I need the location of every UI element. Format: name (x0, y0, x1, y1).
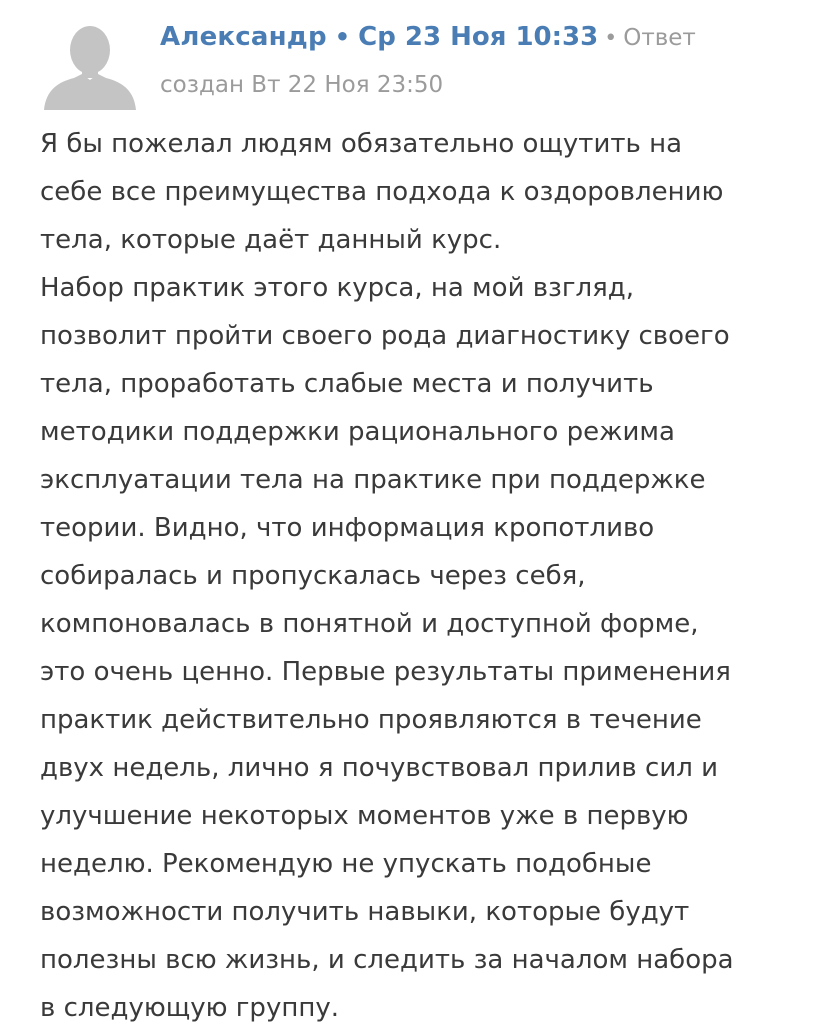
comment-header (160, 22, 696, 58)
comment-body-line: Я бы пожелал людям обязательно ощутить на (40, 129, 683, 159)
created-date: создан Вт 22 Ноя 23:50 (160, 72, 444, 98)
avatar[interactable] (44, 18, 136, 110)
comment-body-line: двух недель, лично я почувствовал прилив сил и (40, 753, 718, 783)
comment-body-line: тела, проработать слабые места и получить (40, 369, 654, 399)
comment-body-line: неделю. Рекомендую не упускать подобные (40, 849, 652, 879)
author-name[interactable]: Александр (160, 22, 327, 52)
comment-body-line: собиралась и пропускалась через себя, (40, 561, 586, 591)
default-user-avatar-icon (44, 18, 136, 110)
comment-body-line: практик действительно проявляются в течение (40, 705, 702, 735)
comment-body-line: Набор практик этого курса, на мой взгляд, (40, 273, 635, 303)
comment-body-line: тела, которые даёт данный курс. (40, 225, 502, 255)
comment-body-line: в следующую группу. (40, 993, 339, 1023)
separator-dot: • (604, 26, 618, 51)
comment-body (40, 120, 810, 1032)
comment-body-line: компоновалась в понятной и доступной форме, (40, 609, 699, 639)
comment-body-line: теории. Видно, что информация кропотливо (40, 513, 655, 543)
comment-body-line: методики поддержки рационального режима (40, 417, 675, 447)
reply-link[interactable]: Ответ (623, 25, 696, 51)
comment-body-line: это очень ценно. Первые результаты применения (40, 657, 731, 687)
comment-body-line: полезны всю жизнь, и следить за началом набора (40, 945, 734, 975)
comment-body-line: себе все преимущества подхода к оздоровлению (40, 177, 724, 207)
comment-body-line: эксплуатации тела на практике при поддержке (40, 465, 706, 495)
comment-body-line: улучшение некоторых моментов уже в первую (40, 801, 689, 831)
comment-body-line: возможности получить навыки, которые будут (40, 897, 690, 927)
separator-dot: • (334, 23, 351, 51)
comment-timestamp[interactable]: Ср 23 Ноя 10:33 (358, 22, 599, 52)
comment-body-line: позволит пройти своего рода диагностику своего (40, 321, 730, 351)
